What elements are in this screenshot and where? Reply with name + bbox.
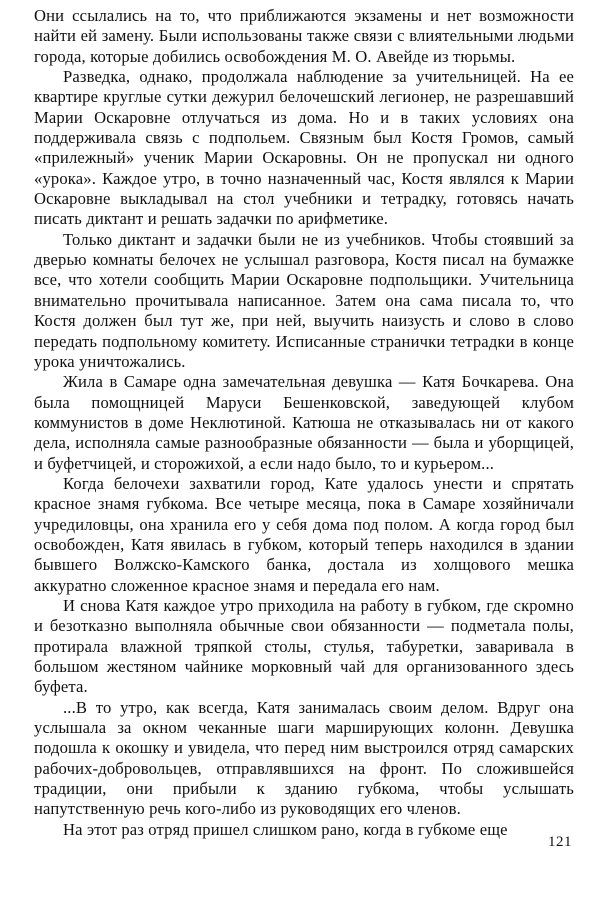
paragraph: Они ссылались на то, что приближаются экзамены и нет возможности найти ей замену. Были использованы также связи с влиятельными людьми города, которые добились освобождения М. О. Авейде из тюрьмы. — [34, 6, 574, 66]
paragraph: Жила в Самаре одна замечательная девушка — Катя Бочкарева. Она была помощницей Маруси Бешенковской, заведующей клубом коммунистов в доме Неклютиной. Катюша не отказывалась ни от какого дела, исполняла самые разнообразные обязанности — была и уборщицей, и буфетчицей, и сторожихой, а если надо было, то и курьером... — [34, 372, 574, 473]
body-text — [34, 6, 574, 840]
paragraph: Когда белочехи захватили город, Кате удалось унести и спрятать красное знамя губкома. Все четыре месяца, пока в Самаре хозяйничали учредиловцы, она хранила его у себя дома под полом. А когда город был освобожден, Катя явилась в губком, который теперь находился в здании бывшего Волжско-Камского банка, достала из холщового мешка аккуратно сложенное красное знамя и передала его нам. — [34, 473, 574, 595]
paragraph: На этот раз отряд пришел слишком рано, когда в губкоме еще — [63, 819, 508, 839]
paragraph: Только диктант и задачки были не из учебников. Чтобы стоявший за дверью комнаты белочех не услышал разговора, Костя писал на бумажке все, что хотели сообщить Марии Оскаровне подпольщики. Учительница внимательно прочитывала написанное. Затем она сама писала то, что Костя должен был тут же, при ней, выучить наизусть и слово в слово передать подпольному комитету. Исписанные странички тетрадки в конце урока уничтожались. — [34, 229, 574, 371]
paragraph: Разведка, однако, продолжала наблюдение за учительницей. На ее квартире круглые сутки дежурил белочешский легионер, не разрешавший Марии Оскаровне отлучаться из дома. Но и в таких условиях она поддерживала связь с подпольем. Связным был Костя Громов, самый «прилежный» ученик Марии Оскаровны. Он не пропускал ни одного «урока». Каждое утро, в точно назначенный час, Костя являлся к Марии Оскаровне выкладывал на стол учебники и тетрадку, готовясь начать писать диктант и решать задачки по арифметике. — [34, 67, 574, 229]
paragraph: ...В то утро, как всегда, Катя занималась своим делом. Вдруг она услышала за окном чеканные шаги марширующих колонн. Девушка подошла к окошку и увидела, что перед ним выстроился отряд самарских рабочих-добровольцев, отправлявшихся на фронт. По сложившейся традиции, они прибыли к зданию губкома, чтобы услышать напутственную речь кого-либо из руководящих его членов. — [34, 697, 574, 819]
paragraph: И снова Катя каждое утро приходила на работу в губком, где скромно и безотказно выполняла обычные свои обязанности — подметала полы, протирала влажной тряпкой столы, стулья, табуретки, заваривала в большом жестяном чайнике морковный чай для организованного здесь буфета. — [34, 595, 574, 697]
page-number: 121 — [548, 834, 572, 850]
